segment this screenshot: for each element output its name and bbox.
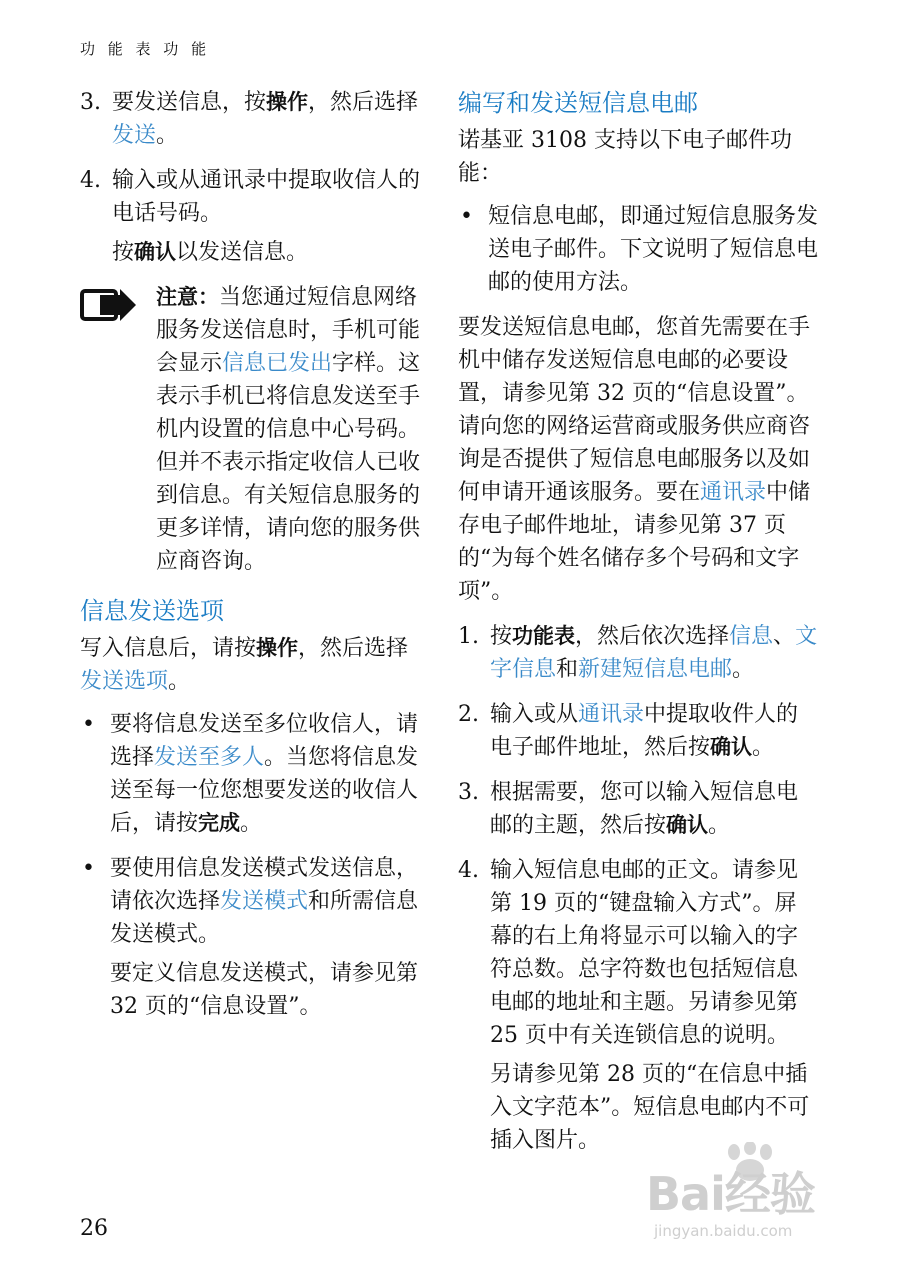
right-step-1: 1. 按功能表，然后依次选择信息、文字信息和新建短信息电邮。 bbox=[458, 624, 818, 682]
status-ref-message-sent: 信息已发出 bbox=[222, 351, 333, 376]
running-header: 功 能 表 功 能 bbox=[80, 40, 211, 58]
ui-label-confirm: 确认 bbox=[134, 240, 177, 264]
ui-label-confirm-3: 确认 bbox=[666, 813, 709, 837]
right-column bbox=[458, 86, 818, 1169]
send-options-list bbox=[80, 708, 425, 951]
menu-ref-send-mode: 发送模式 bbox=[220, 889, 309, 914]
section-title-sms-email: 编写和发送短信息电邮 bbox=[458, 89, 698, 117]
ui-label-operate-2: 操作 bbox=[256, 636, 299, 660]
bullet-send-mode: • 要使用信息发送模式发送信息，请依次选择发送模式和所需信息发送模式。 bbox=[82, 856, 419, 947]
sms-email-paragraph: 要发送短信息电邮，您首先需要在手机中储存发送短信息电邮的必要设置，请参见第 32 页的“信息设置”。请向您的网络运营商或服务供应商咨询是否提供了短信息电邮服务以及如何申请开通该服务。要在通讯录中储存电子邮件地址，请参见第 37 页的“为每个姓名储存多个号码和文字项”。 bbox=[458, 315, 811, 604]
note-block bbox=[80, 281, 425, 578]
baidu-watermark bbox=[646, 1140, 886, 1250]
note-text: 注意：当您通过短信息网络服务发送信息时，手机可能会显示信息已发出字样。这表示手机已将信息发送至手机内设置的信息中心号码。但并不表示指定收信人已收到信息。有关短信息服务的更多详情，请向您的服务供应商咨询。 bbox=[156, 285, 421, 574]
left-steps-list bbox=[80, 86, 425, 230]
watermark-url: jingyan.baidu.com bbox=[654, 1222, 793, 1240]
sms-email-intro: 诺基亚 3108 支持以下电子邮件功能： bbox=[458, 128, 792, 186]
send-options-intro: 写入信息后，请按操作，然后选择发送选项。 bbox=[80, 636, 409, 694]
left-column bbox=[80, 86, 425, 1035]
page-number: 26 bbox=[80, 1216, 108, 1241]
menu-ref-messages: 信息 bbox=[729, 624, 774, 649]
bullet-send-to-many: • 要将信息发送至多位收信人，请选择发送至多人。当您将信息发送至每一位您想要发送的收信人后，请按完成。 bbox=[82, 712, 419, 836]
section-title-send-options: 信息发送选项 bbox=[80, 597, 224, 625]
right-step-4: 4. 输入短信息电邮的正文。请参见第 19 页的“键盘输入方式”。屏幕的右上角将显示可以输入的字符总数。总字符数也包括短信息电邮的地址和主题。另请参见第 25 页中有关连锁信息的说明。 bbox=[458, 858, 799, 1048]
send-mode-continuation: 要定义信息发送模式，请参见第 32 页的“信息设置”。 bbox=[110, 961, 419, 1019]
left-step-4-continuation: 按确认以发送信息。 bbox=[112, 240, 309, 265]
menu-ref-contacts: 通讯录 bbox=[700, 480, 767, 505]
note-label: 注意： bbox=[156, 285, 219, 309]
note-hand-icon bbox=[80, 285, 138, 325]
menu-ref-send-to-many: 发送至多人 bbox=[154, 745, 265, 770]
ui-label-done: 完成 bbox=[198, 811, 241, 835]
ui-label-operate: 操作 bbox=[266, 90, 309, 114]
right-step-2: 2. 输入或从通讯录中提取收件人的电子邮件地址，然后按确认。 bbox=[458, 702, 799, 760]
menu-ref-text-messages: 文字信息 bbox=[490, 624, 818, 682]
ui-label-menu: 功能表 bbox=[512, 624, 576, 648]
email-features-list bbox=[458, 200, 818, 299]
ui-label-confirm-2: 确认 bbox=[710, 735, 753, 759]
right-step-3: 3. 根据需要，您可以输入短信息电邮的主题，然后按确认。 bbox=[458, 780, 799, 838]
sms-email-steps bbox=[458, 620, 818, 1052]
left-step-4: 4. 输入或从通讯录中提取收信人的电话号码。 bbox=[80, 168, 421, 226]
menu-ref-send-options: 发送选项 bbox=[80, 669, 169, 694]
left-step-3: 3. 要发送信息，按操作，然后选择发送。 bbox=[80, 90, 419, 148]
menu-ref-contacts-2: 通讯录 bbox=[578, 702, 645, 727]
watermark-brand: Bai经验 bbox=[646, 1167, 815, 1221]
menu-ref-send: 发送 bbox=[112, 123, 157, 148]
menu-ref-new-sms-email: 新建短信息电邮 bbox=[578, 657, 733, 682]
right-step-4-continuation: 另请参见第 28 页的“在信息中插入文字范本”。短信息电邮内不可插入图片。 bbox=[490, 1062, 810, 1153]
bullet-sms-email: • 短信息电邮，即通过短信息服务发送电子邮件。下文说明了短信息电邮的使用方法。 bbox=[460, 204, 819, 295]
